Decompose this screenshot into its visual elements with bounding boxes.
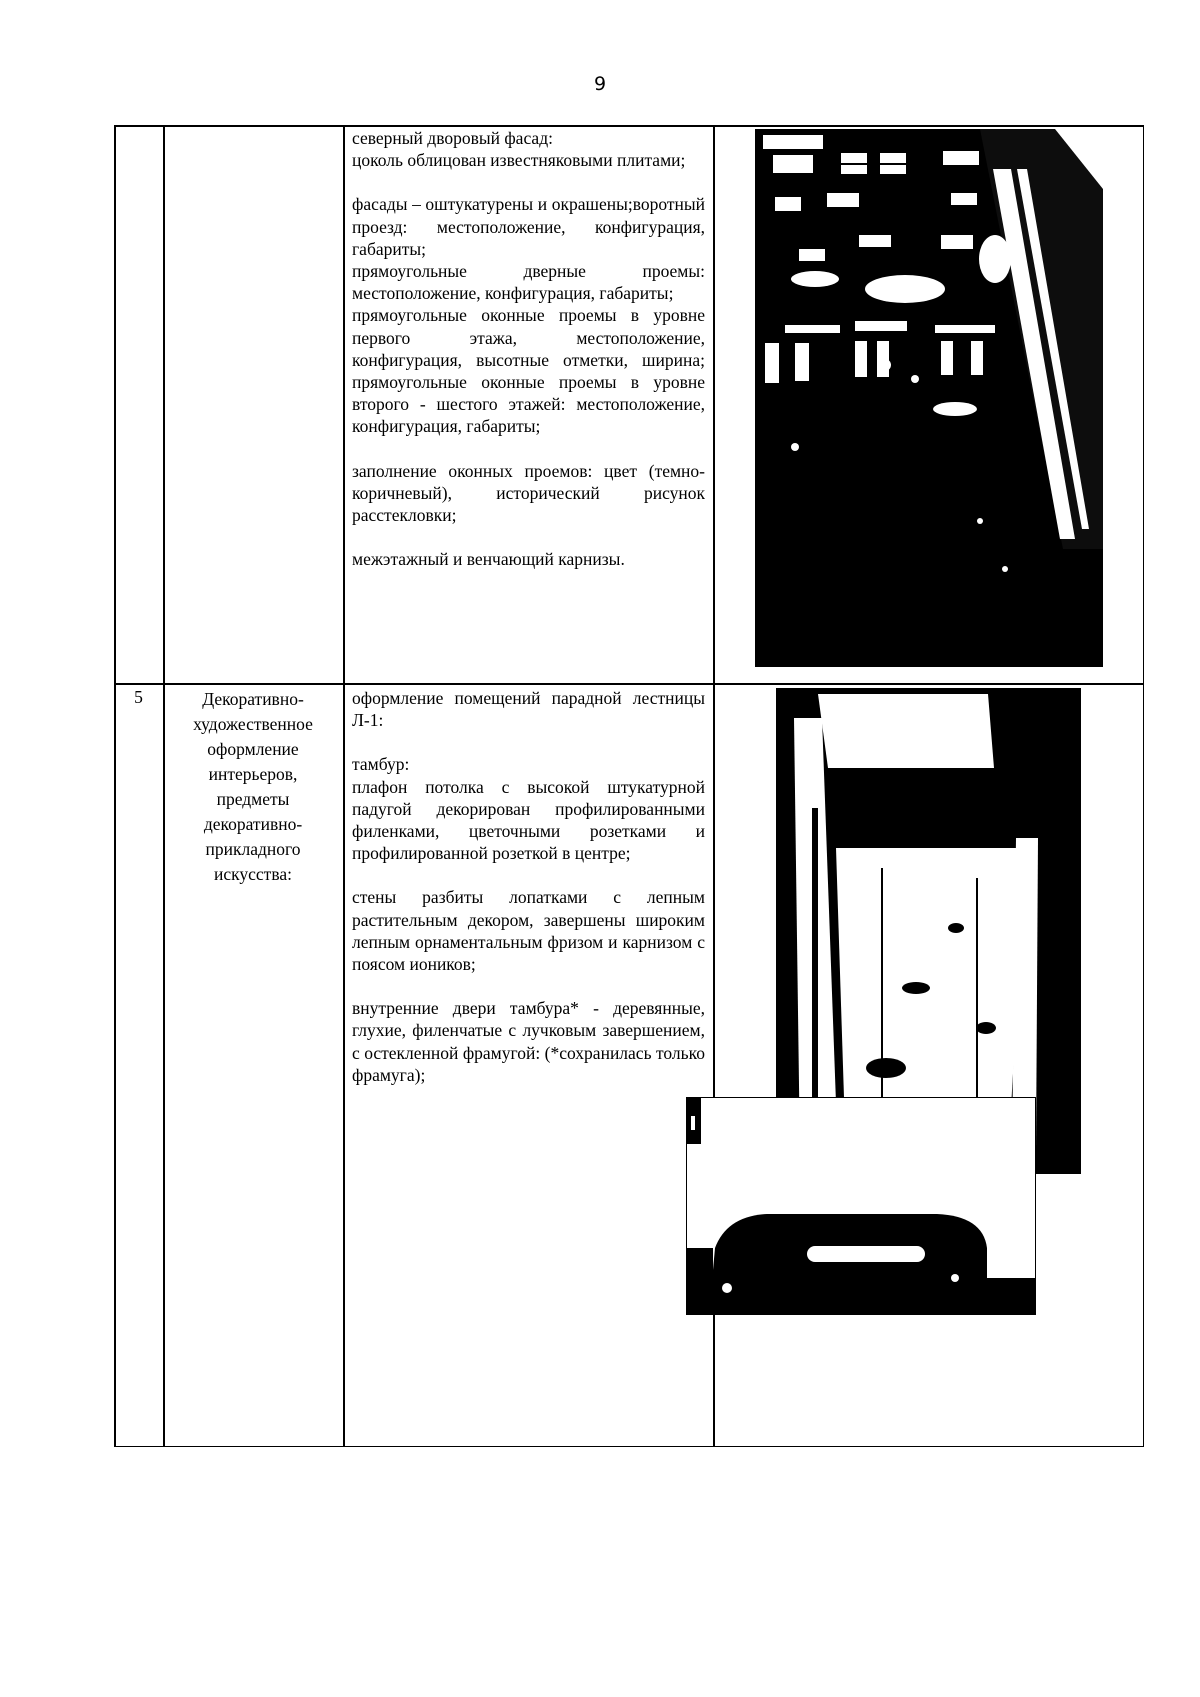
description-line: прямоугольные дверные проемы: местоположение, конфигурация, габариты; [352, 261, 705, 304]
table-border-right [1143, 125, 1145, 1447]
transom-photo-image [687, 1098, 1035, 1314]
description-spacer [352, 171, 705, 193]
row-continued-description [352, 127, 705, 570]
description-line: межэтажный и венчающий карнизы. [352, 549, 625, 570]
description-line: стены разбиты лопатками с лепным растительным декором, завершены широким лепным орнаментальным фризом и карнизом с поясом иоников; [352, 887, 705, 975]
row-5-description [352, 687, 705, 1086]
table-row-divider [114, 683, 1144, 685]
facade-photo-image [755, 129, 1103, 667]
object-table [114, 125, 1144, 1447]
description-line: плафон потолка с высокой штукатурной падугой декорирован профилированными филенками, цветочными розетками и профилированной розеткой в центре; [352, 776, 705, 864]
table-border-left [114, 125, 116, 1447]
description-spacer [352, 731, 705, 753]
description-spacer [352, 864, 705, 886]
description-line: внутренние двери тамбура* - деревянные, глухие, филенчатые с лучковым завершением, с остекленной фрамугой: (*сохранилась только фрамуга); [352, 998, 705, 1085]
table-divider-number [163, 125, 165, 1447]
description-spacer [352, 438, 705, 460]
table-border-bottom [114, 1446, 1144, 1448]
description-line: тамбур: [352, 754, 410, 775]
description-line: заполнение оконных проемов: цвет (темно-коричневый), исторический рисунок расстекловки; [352, 460, 705, 526]
description-spacer [352, 975, 705, 997]
layout-anchor [684, 1098, 685, 1099]
facade-photo [755, 129, 1103, 667]
description-line: северный дворовый фасад: [352, 128, 553, 148]
description-line: прямоугольные оконные проемы в уровне первого этажа, местоположение, конфигурация, высотные отметки, ширина; прямоугольные оконные проемы в уровне второго - шестого этажей: местоположение, конфигурация, габариты; [352, 305, 705, 437]
row-5-number: 5 [134, 687, 143, 707]
table-divider-category [343, 125, 345, 1447]
row-5-category: Декоративно-художественное оформление интерьеров, предметы декоративно-прикладного искусства: [193, 689, 313, 884]
description-spacer [352, 526, 705, 548]
description-line: фасады – оштукатурены и окрашены;воротный проезд: местоположение, конфигурация, габариты; [352, 194, 705, 259]
transom-photo [686, 1097, 1036, 1315]
page-number: 9 [593, 73, 607, 95]
description-line: оформление помещений парадной лестницы Л-1: [352, 688, 705, 731]
description-line: цоколь облицован известняковыми плитами; [352, 150, 686, 171]
